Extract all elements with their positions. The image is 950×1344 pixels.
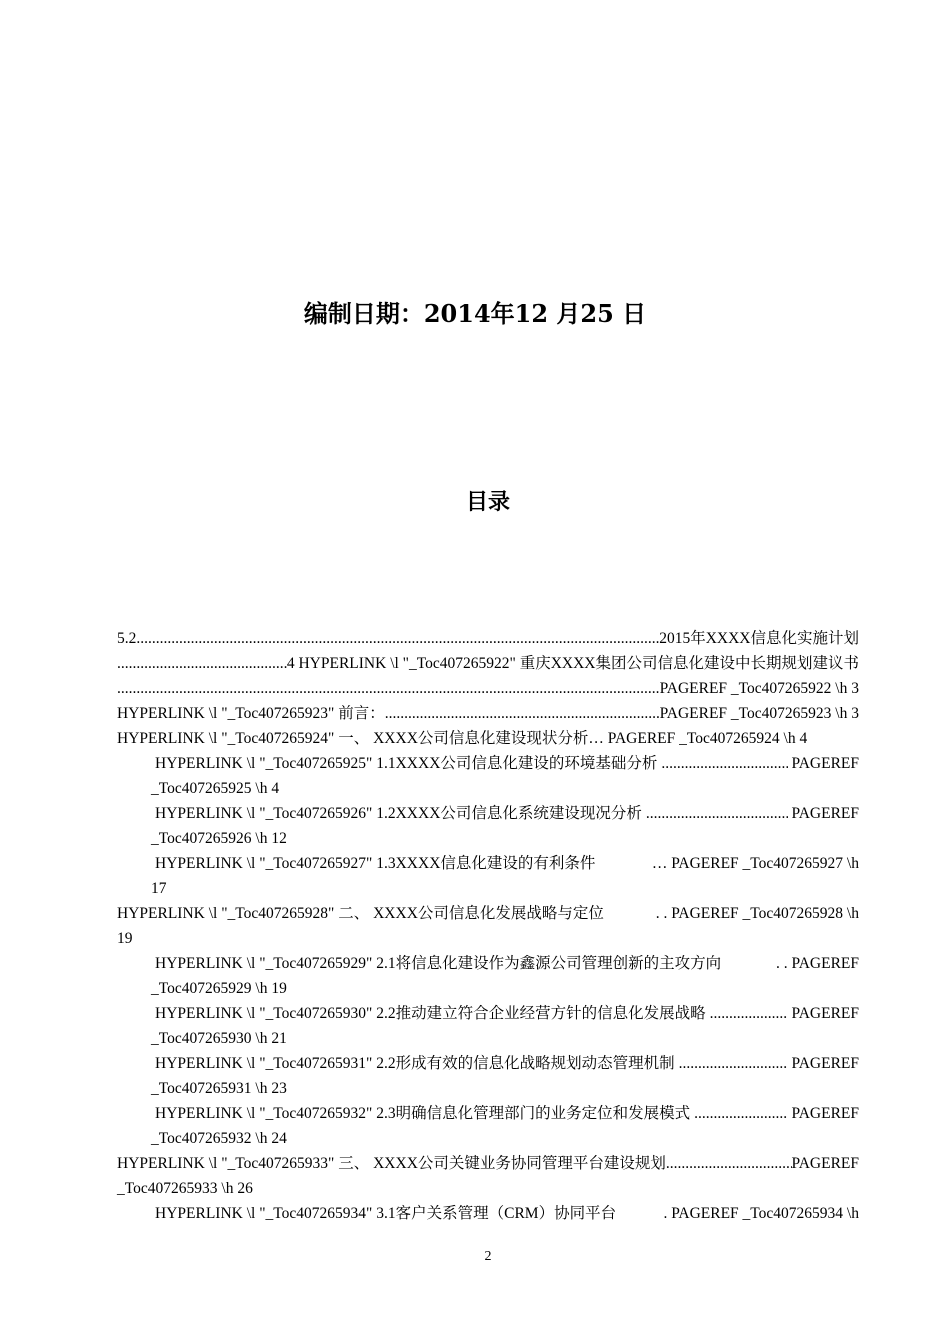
- toc-entry[interactable]: [117, 801, 859, 851]
- toc-entry-heading: HYPERLINK \l "_Toc407265932" 2.3明确信息化管理部门的业务定位和发展模式: [155, 1105, 691, 1122]
- toc-entry-continuation: _Toc407265933 \h 26: [117, 1180, 253, 1197]
- dot-leader: [136, 626, 659, 651]
- toc-entry[interactable]: [117, 901, 859, 951]
- toc-entry-continuation: 17: [151, 880, 167, 897]
- toc-entry-heading: HYPERLINK \l "_Toc407265934" 3.1客户关系管理（CRM）协同平台: [155, 1205, 617, 1222]
- toc-entry-continuation: _Toc407265926 \h 12: [151, 830, 287, 847]
- toc-entry-ref: . . PAGEREF: [776, 955, 859, 972]
- table-of-contents: [117, 626, 859, 1226]
- toc-entry-heading: HYPERLINK \l "_Toc407265924" 一、 XXXX公司信息化建设现状分析: [117, 730, 589, 747]
- dot-leader: [675, 1051, 788, 1076]
- toc-entry-heading: HYPERLINK \l "_Toc407265933" 三、 XXXX公司关键业务协同管理平台建设规划: [117, 1155, 666, 1172]
- toc-entry-continuation: _Toc407265929 \h 19: [151, 980, 287, 997]
- toc-entry-ref: 4 HYPERLINK \l "_Toc407265922" 重庆XXXX集团公司信息化建设中长期规划建议书: [286, 655, 859, 672]
- toc-entry-ref: . . PAGEREF _Toc407265928 \h: [655, 905, 859, 922]
- toc-entry[interactable]: [117, 626, 859, 651]
- toc-entry-heading: HYPERLINK \l "_Toc407265929" 2.1将信息化建设作为鑫源公司管理创新的主攻方向: [155, 955, 722, 972]
- toc-entry-ref: 2015年XXXX信息化实施计划: [659, 630, 859, 647]
- toc-entry[interactable]: [117, 701, 859, 726]
- toc-entry-continuation: _Toc407265925 \h 4: [151, 780, 280, 797]
- toc-entry-heading: HYPERLINK \l "_Toc407265931" 2.2形成有效的信息化战略规划动态管理机制: [155, 1055, 675, 1072]
- toc-entry[interactable]: [117, 1201, 859, 1226]
- dot-leader: [706, 1001, 788, 1026]
- toc-entry-ref: PAGEREF: [791, 805, 859, 822]
- dot-leader: [385, 701, 660, 726]
- toc-entry[interactable]: [117, 1001, 859, 1051]
- toc-entry[interactable]: [117, 676, 859, 701]
- toc-entry[interactable]: [117, 1101, 859, 1151]
- toc-entry[interactable]: [117, 951, 859, 1001]
- compile-date: 编制日期：2014年12 月25 日: [303, 299, 647, 328]
- dot-leader: [642, 801, 788, 826]
- dot-leader: [117, 651, 287, 676]
- toc-entry-heading: HYPERLINK \l "_Toc407265927" 1.3XXXX信息化建设的有利条件: [155, 855, 596, 872]
- page-number: 2: [484, 1249, 492, 1264]
- toc-entry-continuation: _Toc407265932 \h 24: [151, 1130, 287, 1147]
- toc-entry[interactable]: [117, 1051, 859, 1101]
- dot-leader: [690, 1101, 787, 1126]
- toc-entry-continuation: 19: [117, 930, 133, 947]
- toc-entry-heading: HYPERLINK \l "_Toc407265930" 2.2推动建立符合企业经营方针的信息化发展战略: [155, 1005, 706, 1022]
- toc-entry[interactable]: [117, 751, 859, 801]
- toc-entry-ref: PAGEREF: [791, 1105, 859, 1122]
- toc-entry[interactable]: [117, 1151, 859, 1201]
- toc-entry[interactable]: [117, 726, 859, 751]
- toc-entry-ref: … PAGEREF _Toc407265927 \h: [651, 855, 859, 872]
- dot-leader: [657, 751, 787, 776]
- toc-entry-heading: HYPERLINK \l "_Toc407265925" 1.1XXXX公司信息化建设的环境基础分析: [155, 755, 658, 772]
- toc-entry-heading: HYPERLINK \l "_Toc407265926" 1.2XXXX公司信息化系统建设现况分析: [155, 805, 642, 822]
- toc-entry[interactable]: [117, 851, 859, 901]
- dot-leader: [117, 676, 660, 701]
- toc-entry-ref: PAGEREF: [791, 1055, 859, 1072]
- toc-entry-ref: PAGEREF: [791, 755, 859, 772]
- dot-leader: [666, 1151, 792, 1176]
- toc-entry-continuation: _Toc407265931 \h 23: [151, 1080, 287, 1097]
- toc-title: 目录: [465, 490, 510, 515]
- toc-entry-ref: PAGEREF: [791, 1155, 859, 1172]
- toc-entry-ref: . PAGEREF _Toc407265934 \h: [663, 1205, 859, 1222]
- toc-entry-ref: PAGEREF: [791, 1005, 859, 1022]
- toc-entry-heading: HYPERLINK \l "_Toc407265928" 二、 XXXX公司信息化发展战略与定位: [117, 905, 604, 922]
- toc-entry-heading: 5.2: [117, 630, 137, 647]
- toc-entry-ref: PAGEREF _Toc407265923 \h 3: [659, 705, 859, 722]
- toc-entry-ref: PAGEREF _Toc407265922 \h 3: [659, 680, 859, 697]
- toc-entry-continuation: _Toc407265930 \h 21: [151, 1030, 287, 1047]
- toc-entry[interactable]: [117, 651, 859, 676]
- toc-entry-ref: … PAGEREF _Toc407265924 \h 4: [588, 730, 808, 747]
- toc-entry-heading: HYPERLINK \l "_Toc407265923" 前言：: [117, 705, 385, 722]
